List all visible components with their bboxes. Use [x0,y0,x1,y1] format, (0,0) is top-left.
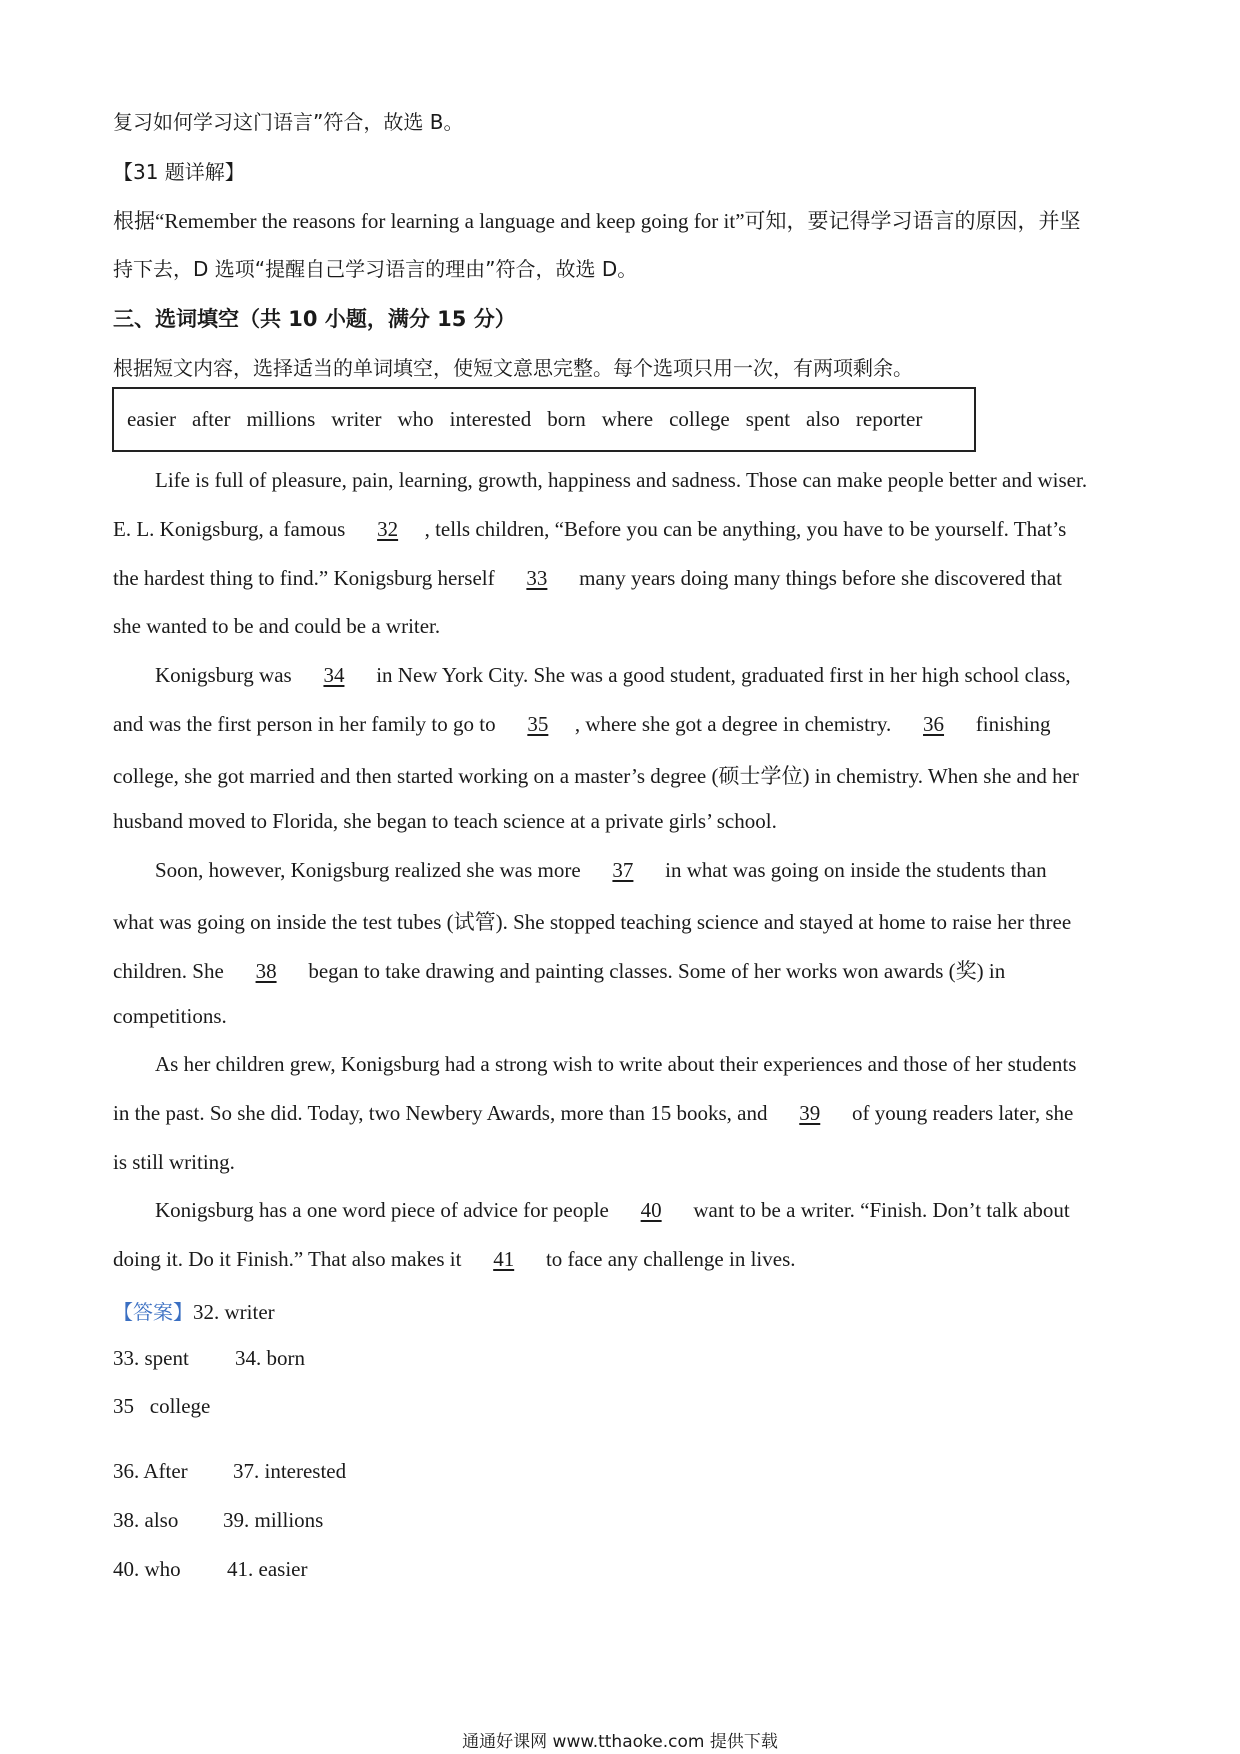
word-bank-item: spent [745,407,791,431]
passage-line: and was the first person in her family to go to 35 , where she got a degree in chemistry. 36 finishing [113,712,1051,736]
answer-38: 38. also [113,1508,179,1532]
word-bank-item: millions [246,407,316,431]
answer-39: 39. millions [223,1508,324,1532]
passage-line: doing it. Do it Finish.” That also makes it 41 to face any challenge in lives. [113,1247,796,1271]
blank-39: 39 [799,1101,821,1125]
word-bank-item: writer [331,407,382,431]
blank-38: 38 [255,959,277,983]
passage-line: children. She 38 began to take drawing and painting classes. Some of her works won awards (奖) in [113,959,1006,983]
q31-tag: 【31 题详解】 [113,160,245,184]
answer-line [113,1296,275,1325]
passage-line: she wanted to be and could be a writer. [113,614,441,638]
word-bank-item: after [191,407,231,431]
passage-line: Konigsburg has a one word piece of advice for people 40 want to be a writer. “Finish. Don’t talk about [155,1198,1070,1222]
answer-40: 40. who [113,1557,181,1581]
passage-line: As her children grew, Konigsburg had a strong wish to write about their experiences and those of her students [155,1052,1077,1076]
word-bank-item: interested [449,407,532,431]
word-bank [112,387,976,452]
blank-41: 41 [493,1247,515,1271]
answer-36: 36. After [113,1459,188,1483]
intro-line-2: 根据“Remember the reasons for learning a language and keep going for it”可知，要记得学习语言的原因，并坚 [113,209,1081,233]
passage-line: in the past. So she did. Today, two Newbery Awards, more than 15 books, and 39 of young readers later, she [113,1101,1074,1125]
blank-34: 34 [323,663,345,687]
passage-line: Soon, however, Konigsburg realized she was more 37 in what was going on inside the students than [155,858,1047,882]
passage-line: Konigsburg was 34 in New York City. She was a good student, graduated first in her high school class, [155,663,1071,687]
section-instruction: 根据短文内容，选择适当的单词填空，使短文意思完整。每个选项只用一次，有两项剩余。 [113,356,913,380]
answer-33: 33. spent [113,1346,189,1370]
blank-35: 35 [527,712,549,736]
word-bank-item: also [806,407,840,431]
answer-32: 32. writer [193,1300,275,1324]
passage-line: Life is full of pleasure, pain, learning, growth, happiness and sadness. Those can make people better and wiser. [155,468,1088,492]
word-bank-item: where [601,407,654,431]
passage-line: is still writing. [113,1150,235,1174]
blank-32: 32 [377,517,399,541]
blank-36: 36 [923,712,945,736]
intro-line-3: 持下去，D 选项“提醒自己学习语言的理由”符合，故选 D。 [113,257,638,281]
answer-37: 37. interested [233,1459,347,1483]
word-bank-item: born [547,407,586,431]
passage-line: husband moved to Florida, she began to teach science at a private girls’ school. [113,809,777,833]
passage-line: the hardest thing to find.” Konigsburg herself 33 many years doing many things before she discovered that [113,566,1062,590]
answer-41: 41. easier [227,1557,308,1581]
word-bank-item: who [397,407,434,431]
section-heading: 三、选词填空（共 10 小题，满分 15 分） [113,307,516,331]
answer-34: 34. born [235,1346,305,1370]
answer-35: 35 college [113,1394,211,1418]
blank-37: 37 [612,858,634,882]
word-bank-item: reporter [855,407,923,431]
intro-line-1: 复习如何学习这门语言”符合，故选 B。 [113,110,464,134]
passage-line: competitions. [113,1004,227,1028]
passage-line: what was going on inside the test tubes (试管). She stopped teaching science and stayed at home to raise her three [113,910,1072,934]
answer-tag: 【答案】 [113,1300,193,1324]
blank-33: 33 [526,566,548,590]
page-footer: 通通好课网 www.tthaoke.com 提供下载 [462,1732,778,1752]
passage-line: college, she got married and then started working on a master’s degree (硕士学位) in chemistry. When she and her [113,764,1079,788]
word-bank-item: college [669,407,730,431]
passage-line: E. L. Konigsburg, a famous 32 , tells children, “Before you can be anything, you have to be yourself. That’s [113,517,1067,541]
word-bank-item: easier [127,407,176,431]
blank-40: 40 [640,1198,662,1222]
